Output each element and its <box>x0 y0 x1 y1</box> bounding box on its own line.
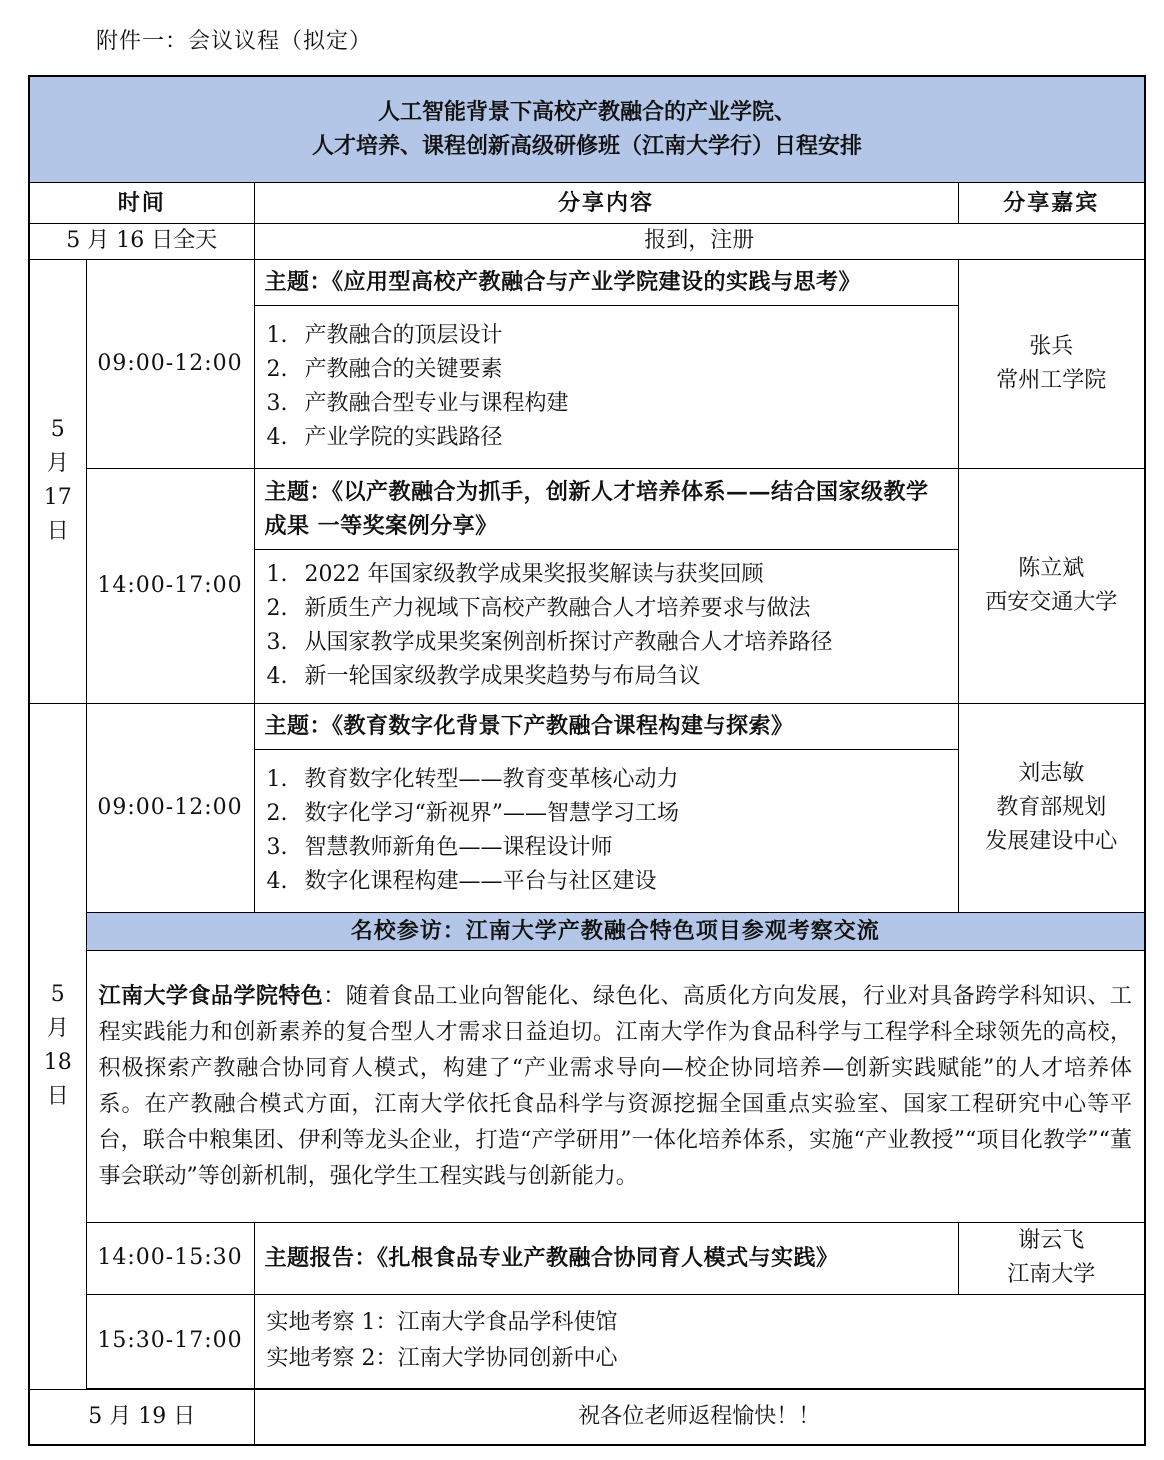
list-item: 3. 从国家教学成果奖案例剖析探讨产教融合人才培养路径 <box>266 630 833 655</box>
list-item: 2. 数字化学习“新视界”——智慧学习工场 <box>266 800 679 826</box>
field-visits <box>254 1294 1145 1388</box>
day18-morning-time: 09:00-12:00 <box>86 703 254 912</box>
day16-date: 5 月 16 日全天 <box>29 223 254 259</box>
header-content: 分享内容 <box>254 182 958 223</box>
list-item: 3. 产教融合型专业与课程构建 <box>266 390 569 416</box>
day19-content: 祝各位老师返程愉快！！ <box>254 1389 1145 1445</box>
speaker-org: 发展建设中心 <box>985 828 1118 854</box>
date-part: 18 <box>43 1050 72 1075</box>
day17-afternoon-list <box>254 549 958 703</box>
speaker-name: 谢云飞 <box>1018 1228 1085 1253</box>
report-topic: 主题报告：《扎根食品专业产教融合协同育人模式与实践》 <box>254 1222 958 1294</box>
title-line-2: 人才培养、课程创新高级研修班（江南大学行）日程安排 <box>312 133 863 160</box>
list-item: 1. 产教融合的顶层设计 <box>266 322 503 348</box>
day17-morning-speaker <box>958 259 1145 468</box>
speaker-name: 刘志敏 <box>1018 760 1085 786</box>
visit-text: ：随着食品工业向智能化、绿色化、高质化方向发展，行业对具备跨学科知识、工程实践能力和创新素养的复合型人才需求日益迫切。江南大学作为食品科学与工程学科全球领先的高校，积极探索产教融合协同育人模式，构建了“产业需求导向—校企协同培养—创新实践赋能”的人才培养体系。在产教融合模式方面，江南大学依托食品科学与资源挖掘全国重点实验室、国家工程研究中心等平台，联合中粮集团、伊利等龙头企业，打造“产学研用”一体化培养体系，实施“产业教授”“项目化教学”“董事会联动”等创新机制，强化学生工程实践与创新能力。 <box>98 983 1133 1189</box>
field-time: 15:30-17:00 <box>86 1294 254 1388</box>
date-part: 日 <box>46 519 69 544</box>
speaker-org: 西安交通大学 <box>985 589 1118 615</box>
date-part: 月 <box>46 1016 69 1041</box>
day17-afternoon-time: 14:00-17:00 <box>86 468 254 703</box>
field-visit-1: 实地考察 1：江南大学食品学科使馆 <box>266 1310 618 1335</box>
day18-date <box>29 703 86 1389</box>
visit-lead: 江南大学食品学院特色 <box>98 982 324 1009</box>
header-speaker: 分享嘉宾 <box>958 182 1145 223</box>
day17-afternoon-topic: 主题：《以产教融合为抓手，创新人才培养体系——结合国家级教学成果 一等奖案例分享》 <box>254 468 958 549</box>
visit-description <box>86 950 1145 1222</box>
day17-morning-list <box>254 305 958 468</box>
list-item: 2. 新质生产力视域下高校产教融合人才培养要求与做法 <box>266 596 811 621</box>
list-item: 1. 教育数字化转型——教育变革核心动力 <box>266 766 679 792</box>
day16-content: 报到，注册 <box>254 223 1145 259</box>
schedule-table <box>28 75 1146 1446</box>
day18-morning-list <box>254 749 958 912</box>
speaker-name: 张兵 <box>1029 333 1074 359</box>
title-line-1: 人工智能背景下高校产教融合的产业学院、 <box>378 99 797 126</box>
list-item: 3. 智慧教师新角色——课程设计师 <box>266 834 613 860</box>
day18-morning-speaker <box>958 703 1145 912</box>
field-visit-2: 实地考察 2：江南大学协同创新中心 <box>266 1346 618 1371</box>
day19-date: 5 月 19 日 <box>29 1389 254 1445</box>
header-time: 时间 <box>29 182 254 223</box>
date-part: 17 <box>43 485 72 510</box>
visit-title: 名校参访：江南大学产教融合特色项目参观考察交流 <box>86 912 1145 950</box>
speaker-org: 常州工学院 <box>996 367 1107 393</box>
date-part: 5 <box>50 417 65 442</box>
day17-morning-time: 09:00-12:00 <box>86 259 254 468</box>
attachment-label: 附件一：会议议程（拟定） <box>96 29 373 54</box>
speaker-name: 陈立斌 <box>1018 555 1085 581</box>
schedule-title <box>29 76 1145 182</box>
list-item: 4. 新一轮国家级教学成果奖趋势与布局刍议 <box>266 664 701 689</box>
day18-morning-topic: 主题：《教育数字化背景下产教融合课程构建与探索》 <box>254 703 958 749</box>
report-time: 14:00-15:30 <box>86 1222 254 1294</box>
list-item: 1. 2022 年国家级教学成果奖报奖解读与获奖回顾 <box>266 562 764 587</box>
date-part: 日 <box>46 1084 69 1109</box>
date-part: 5 <box>50 982 65 1007</box>
list-item: 4. 数字化课程构建——平台与社区建设 <box>266 868 657 894</box>
day17-date <box>29 259 86 703</box>
report-speaker <box>958 1222 1145 1294</box>
date-part: 月 <box>46 451 69 476</box>
list-item: 4. 产业学院的实践路径 <box>266 424 503 450</box>
speaker-org: 教育部规划 <box>996 794 1107 820</box>
speaker-org: 江南大学 <box>1007 1262 1096 1287</box>
day17-morning-topic: 主题：《应用型高校产教融合与产业学院建设的实践与思考》 <box>254 259 958 305</box>
day17-afternoon-speaker <box>958 468 1145 703</box>
list-item: 2. 产教融合的关键要素 <box>266 356 503 382</box>
